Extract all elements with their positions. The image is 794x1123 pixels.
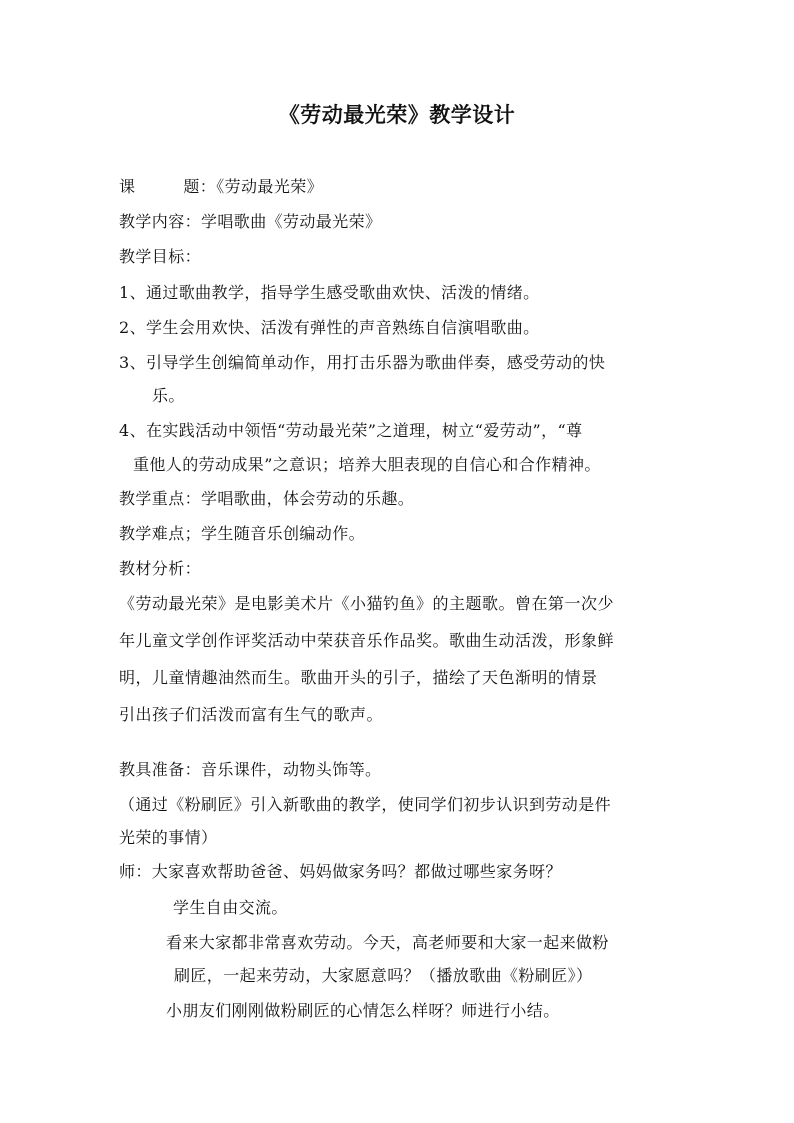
teaching-aids: 教具准备：音乐课件，动物头饰等。 bbox=[119, 760, 382, 779]
goal-item-4-line-2: 重他人的劳动成果”之意识；培养大胆表现的自信心和合作精神。 bbox=[133, 455, 601, 474]
goal-item-4-line-1: 4、在实践活动中领悟“劳动最光荣”之道理，树立“爱劳动”，“尊 bbox=[119, 421, 583, 440]
goal-item-1: 1、通过歌曲教学，指导学生感受歌曲欢快、活泼的情绪。 bbox=[119, 283, 540, 302]
analysis-line: 明，儿童情趣油然而生。歌曲开头的引子，描绘了天色渐明的情景 bbox=[119, 668, 598, 687]
intro-note-line-1: （通过《粉刷匠》引入新歌曲的教学，使同学们初步认识到劳动是件 bbox=[119, 795, 612, 814]
analysis-paragraph bbox=[119, 585, 679, 733]
difficulty: 教学难点；学生随音乐创编动作。 bbox=[119, 524, 366, 543]
analysis-line: 引出孩子们活泼而富有生气的歌声。 bbox=[119, 705, 384, 724]
topic-label-1: 课 bbox=[119, 177, 136, 196]
teaching-content: 教学内容：学唱歌曲《劳动最光荣》 bbox=[119, 212, 382, 231]
teacher-speech-line-3: 小朋友们刚刚做粉刷匠的心情怎么样呀？师进行小结。 bbox=[166, 1001, 560, 1020]
teacher-question: 师：大家喜欢帮助爸爸、妈妈做家务吗？都做过哪些家务呀？ bbox=[119, 862, 562, 881]
topic-value: 《劳动最光荣》 bbox=[216, 177, 324, 196]
key-point: 教学重点：学唱歌曲，体会劳动的乐趣。 bbox=[119, 489, 415, 508]
topic-label-2: 题： bbox=[183, 177, 217, 196]
analysis-heading: 教材分析： bbox=[119, 559, 202, 578]
goal-item-3-line-2: 乐。 bbox=[152, 386, 185, 405]
teacher-speech-line-1: 看来大家都非常喜欢劳动。今天，高老师要和大家一起来做粉 bbox=[166, 933, 609, 952]
goals-heading: 教学目标： bbox=[119, 247, 202, 266]
intro-note-line-2: 光荣的事情） bbox=[119, 828, 218, 847]
goal-item-3-line-1: 3、引导学生创编简单动作，用打击乐器为歌曲伴奏，感受劳动的快 bbox=[119, 353, 606, 372]
goal-item-2: 2、学生会用欢快、活泼有弹性的声音熟练自信演唱歌曲。 bbox=[119, 318, 540, 337]
topic-line bbox=[119, 177, 323, 197]
teacher-speech-line-2: 刷匠，一起来劳动，大家愿意吗？（播放歌曲《粉刷匠》） bbox=[174, 966, 593, 985]
analysis-line: 年儿童文学创作评奖活动中荣获音乐作品奖。歌曲生动活泼，形象鲜 bbox=[119, 631, 615, 650]
analysis-line: 《劳动最光荣》是电影美术片《小猫钓鱼》的主题歌。曾在第一次少 bbox=[119, 594, 615, 613]
document-title: 《劳动最光荣》教学设计 bbox=[278, 102, 516, 127]
students-exchange: 学生自由交流。 bbox=[173, 898, 288, 917]
